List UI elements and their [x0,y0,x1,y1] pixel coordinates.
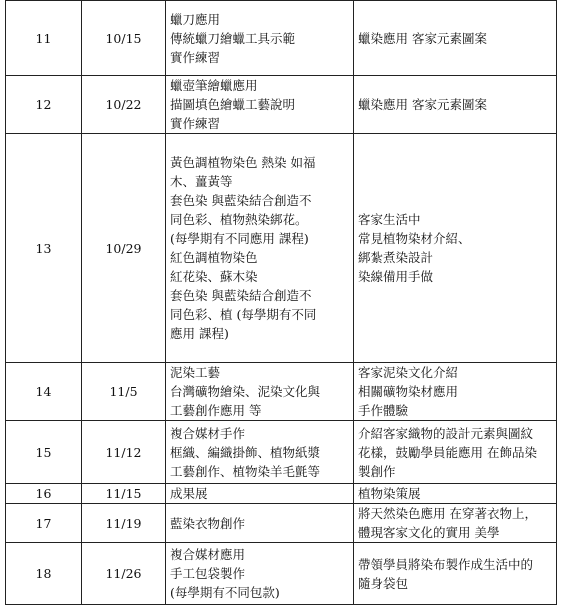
content-line: (每學期有不同包款) [170,585,280,600]
session-number-cell: 11 [6,1,82,76]
session-note-cell [354,504,557,543]
note-line: 客家泥染文化介紹 [358,365,459,380]
session-content-cell [166,421,354,484]
content-line: 複合媒材手作 [170,425,246,441]
content-line: 蠟壺筆繪蠟應用 [170,78,258,93]
note-line: 帶領學員將染布製作成生活中的 [358,556,534,572]
table-row [6,484,557,504]
note-line: 綁紮煮染設計 [358,250,434,265]
note-line: 蠟染應用 客家元素圖案 [358,30,487,46]
content-line: 套色染 與藍染結合創造不 [170,288,312,303]
note-line: 介紹客家織物的設計元素與圖紋 [358,425,534,441]
content-line: 成果展 [170,486,208,501]
content-line: 同色彩、植 (每學期有不同 [170,307,317,322]
session-number-cell: 14 [6,363,82,421]
session-note-cell [354,543,557,605]
session-content-cell [166,1,354,76]
session-content-cell [166,543,354,605]
session-number-cell: 13 [6,134,82,363]
session-number-cell: 12 [6,76,82,134]
session-note-cell [354,363,557,421]
session-content-cell [166,76,354,134]
content-line: 蠟刀應用 [170,11,221,27]
session-note-cell [354,421,557,484]
session-number-cell: 18 [6,543,82,605]
content-line: 紅色調植物染色 [170,250,258,265]
note-line: 客家生活中 [358,212,421,227]
note-line: 植物染策展 [358,486,421,501]
session-content-cell [166,484,354,504]
session-date-cell: 11/5 [82,363,166,421]
note-line: 手作體驗 [358,403,409,418]
content-line: 工藝創作應用 等 [170,403,262,418]
content-line: 藍染衣物創作 [170,515,246,531]
content-line: (每學期有不同應用 課程) [170,231,309,246]
content-line: 描圖填色繪蠟工藝說明 [170,97,296,112]
session-content-cell [166,504,354,543]
note-line: 將天然染色應用 在穿著衣物上， [358,506,537,521]
session-date-cell: 11/19 [82,504,166,543]
table-row [6,504,557,543]
session-content-cell [166,134,354,363]
content-line: 複合媒材應用 [170,547,246,562]
session-date-cell: 10/15 [82,1,166,76]
schedule-body [6,1,557,605]
session-date-cell: 10/29 [82,134,166,363]
session-note-cell [354,1,557,76]
content-line: 泥染工藝 [170,365,221,380]
content-line: 紅花染、蘇木染 [170,269,258,284]
session-number-cell: 16 [6,484,82,504]
note-line: 蠟染應用 客家元素圖案 [358,97,487,112]
content-line: 傳統蠟刀繪蠟工具示範 [170,30,296,46]
content-line: 手工包袋製作 [170,566,246,581]
note-line: 相關礦物染材應用 [358,384,459,399]
content-line: 同色彩、植物熱染綁花。 [170,212,308,227]
note-line: 體現客家文化的實用 美學 [358,525,500,540]
note-line: 製創作 [358,463,396,479]
session-date-cell: 11/15 [82,484,166,504]
session-date-cell: 11/12 [82,421,166,484]
content-line: 黃色調植物染色 熱染 如福 [170,155,316,170]
content-line: 框織、編織掛飾、植物紙漿 [170,444,321,460]
content-line: 實作練習 [170,116,221,131]
course-schedule-table [5,0,557,605]
note-line: 染線備用手做 [358,269,434,284]
content-line: 工藝創作、植物染羊毛氈等 [170,463,321,479]
table-row [6,543,557,605]
content-line: 應用 課程) [170,326,229,341]
session-date-cell: 11/26 [82,543,166,605]
content-line: 實作練習 [170,49,221,65]
session-note-cell [354,76,557,134]
note-line: 花樣，鼓勵學員能應用 在飾品染 [358,444,537,460]
table-row [6,363,557,421]
session-content-cell [166,363,354,421]
session-date-cell: 10/22 [82,76,166,134]
session-note-cell [354,134,557,363]
content-line: 台灣礦物繪染、泥染文化與 [170,384,321,399]
session-note-cell [354,484,557,504]
table-row [6,134,557,363]
note-line: 常見植物染材介紹、 [358,231,471,246]
session-number-cell: 17 [6,504,82,543]
content-line: 木、薑黃等 [170,174,233,189]
table-row [6,421,557,484]
session-number-cell: 15 [6,421,82,484]
content-line: 套色染 與藍染結合創造不 [170,193,312,208]
note-line: 隨身袋包 [358,575,409,591]
table-row [6,76,557,134]
table-row [6,1,557,76]
